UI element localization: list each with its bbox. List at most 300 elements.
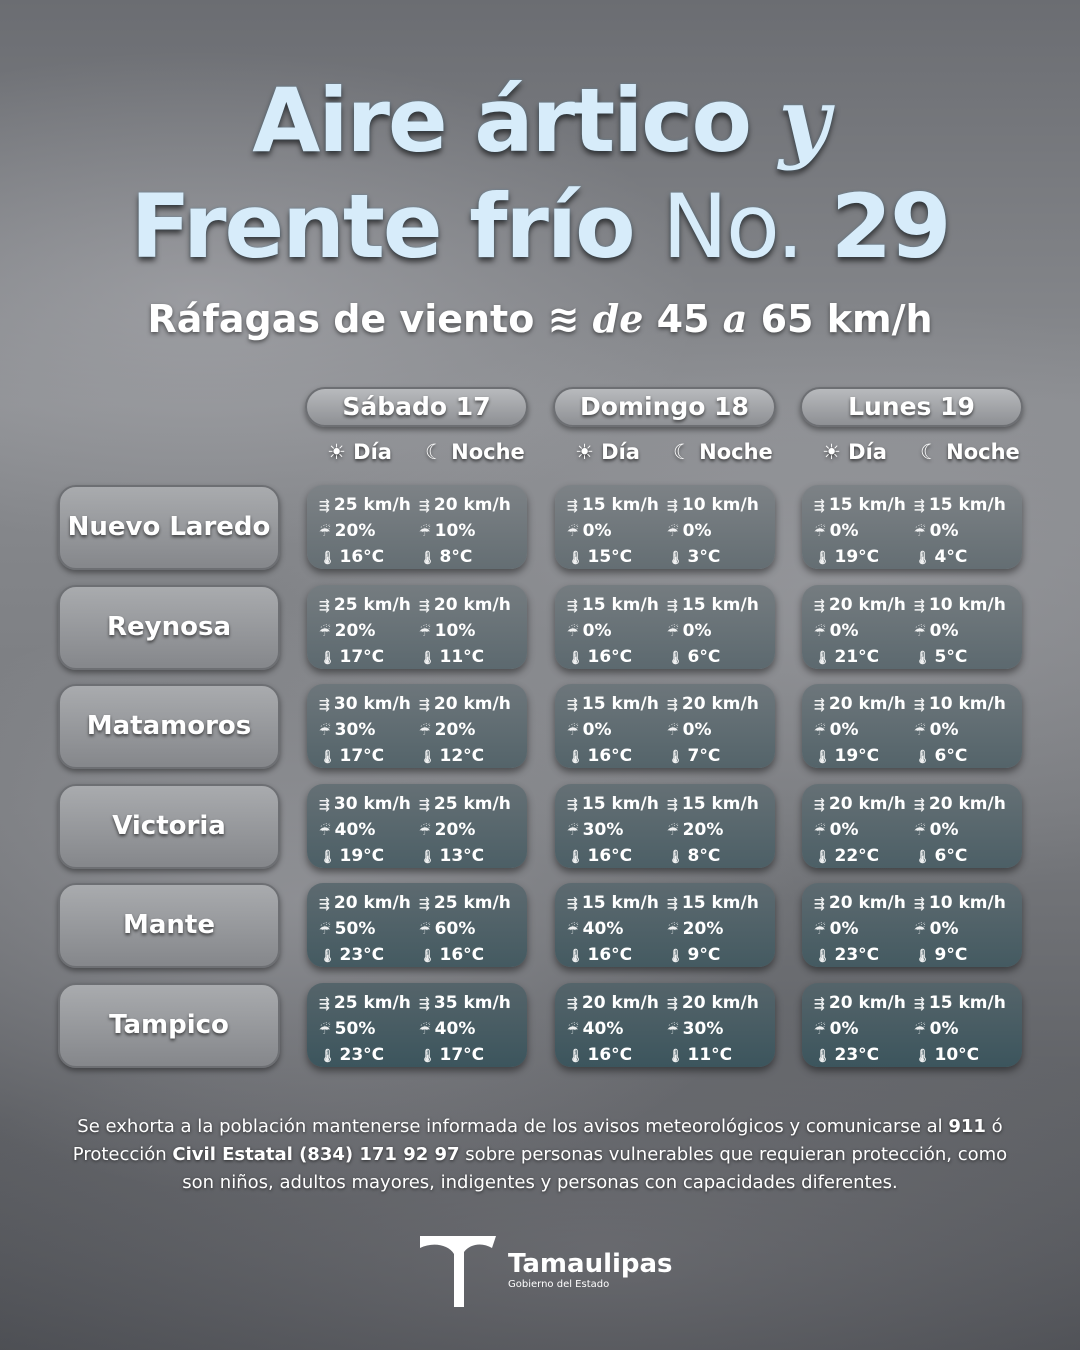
day-forecast [567,692,667,768]
forecast-value: 0% [929,720,959,740]
forecast-value: 0% [582,521,612,541]
forecast-value: 30% [682,1018,724,1039]
forecast-row [419,1017,519,1043]
wind-icon: ⇶ [567,698,578,713]
forecast-row [667,818,767,844]
forecast-row [814,718,914,744]
forecast-value: 9°C [687,945,721,965]
forecast-value: 25 km/h [433,893,511,913]
night-forecast [914,593,1014,669]
thermometer-icon: 🌡 [814,650,831,666]
forecast-row [814,519,914,545]
wind-icon: ⇶ [567,499,578,514]
period-text: Noche [946,440,1020,464]
forecast-value: 3°C [687,547,721,567]
forecast-row [319,844,419,870]
wind-icon: ⇶ [914,996,925,1012]
forecast-value: 16°C [439,945,485,965]
forecast-value: 20 km/h [928,793,1006,814]
night-period-label [920,440,1020,464]
night-forecast [667,593,767,669]
thermometer-icon: 🌡 [667,849,684,865]
wind-icon: ⇶ [914,897,925,912]
forecast-value: 20 km/h [433,495,511,515]
wind-icon: ⇶ [319,698,330,713]
forecast-card [307,684,527,768]
forecast-value: 20 km/h [828,594,906,615]
forecast-row [814,844,914,870]
day-forecast [319,593,419,669]
forecast-value: 20 km/h [433,594,511,615]
forecast-card [555,684,775,768]
forecast-value: 0% [929,521,959,541]
wind-icon: ⇶ [319,996,330,1012]
forecast-value: 9°C [934,945,968,965]
night-forecast [419,593,519,669]
thermometer-icon: 🌡 [567,1048,584,1064]
night-forecast [914,792,1014,868]
forecast-row [319,645,419,671]
rain-cloud-icon: ☔ [419,624,431,640]
forecast-row [914,692,1014,718]
forecast-value: 30% [334,720,376,740]
thermometer-icon: 🌡 [914,650,931,666]
wind-icon: ⇶ [419,897,430,912]
day-header: Lunes 19 [800,387,1023,427]
forecast-row [667,917,767,943]
forecast-value: 20 km/h [828,992,906,1013]
rain-cloud-icon: ☔ [319,1022,331,1038]
thermometer-icon: 🌡 [814,849,831,865]
forecast-row [319,692,419,718]
thermometer-icon: 🌡 [667,949,684,964]
rain-cloud-icon: ☔ [667,923,679,938]
period-text: Día [601,440,640,464]
day-forecast [319,792,419,868]
forecast-value: 0% [929,620,959,641]
forecast-card [802,684,1022,768]
forecast-row [814,545,914,571]
forecast-row [319,545,419,571]
forecast-row [419,619,519,645]
note-emergency-number: 911 [948,1116,986,1137]
forecast-row [667,519,767,545]
forecast-row [914,744,1014,770]
period-text: Noche [699,440,773,464]
forecast-row [667,891,767,917]
tamaulipas-logo [418,1232,673,1307]
forecast-row [814,1043,914,1069]
thermometer-icon: 🌡 [914,1048,931,1064]
title-text: Frente frío [130,175,634,278]
forecast-row [567,619,667,645]
day-forecast [567,792,667,868]
note-text: Se exhorta a la población mantenerse informada de los avisos meteorológicos y comunicarse al [77,1116,949,1137]
thermometer-icon: 🌡 [567,849,584,865]
title-connector: y [778,68,828,172]
forecast-row [667,493,767,519]
forecast-row [419,891,519,917]
forecast-value: 16°C [587,845,633,866]
forecast-row [319,818,419,844]
wind-icon: ⇶ [814,698,825,713]
forecast-row [419,917,519,943]
rain-cloud-icon: ☔ [814,624,826,640]
forecast-row [814,792,914,818]
rain-cloud-icon: ☔ [319,525,331,540]
thermometer-icon: 🌡 [567,551,584,566]
forecast-value: 10°C [934,1044,980,1065]
forecast-value: 20 km/h [333,893,411,913]
forecast-row [419,493,519,519]
day-forecast [814,593,914,669]
forecast-row [567,519,667,545]
moon-icon: ☾ [425,440,444,464]
forecast-value: 0% [929,1018,959,1039]
forecast-value: 30 km/h [333,694,411,714]
forecast-value: 15 km/h [681,893,759,913]
thermometer-icon: 🌡 [419,650,436,666]
day-period-label [822,440,887,464]
sun-icon: ☀ [327,440,346,464]
forecast-value: 6°C [687,646,721,667]
forecast-row [914,619,1014,645]
forecast-value: 15 km/h [581,495,659,515]
forecast-value: 6°C [934,845,968,866]
thermometer-icon: 🌡 [814,949,831,964]
night-forecast [419,991,519,1067]
thermometer-icon: 🌡 [319,650,336,666]
night-forecast [667,792,767,868]
night-forecast [914,692,1014,768]
forecast-value: 0% [829,720,859,740]
rain-cloud-icon: ☔ [814,525,826,540]
wind-icon: ⇶ [814,996,825,1012]
forecast-value: 19°C [339,845,385,866]
forecast-row [419,792,519,818]
forecast-row [814,818,914,844]
forecast-row [914,844,1014,870]
forecast-value: 40% [334,819,376,840]
city-name: Nuevo Laredo [67,512,271,542]
day-forecast [814,692,914,768]
city-name: Matamoros [86,711,252,741]
forecast-row [814,917,914,943]
forecast-value: 10% [434,620,476,641]
city-name: Mante [123,910,215,940]
rain-cloud-icon: ☔ [814,923,826,938]
forecast-row [567,645,667,671]
forecast-value: 20% [682,819,724,840]
forecast-value: 20 km/h [681,694,759,714]
logo-subtitle: Gobierno del Estado [508,1279,610,1290]
day-forecast [567,593,667,669]
forecast-row [667,844,767,870]
rain-cloud-icon: ☔ [814,724,826,739]
forecast-card [307,585,527,669]
forecast-row [814,891,914,917]
forecast-value: 25 km/h [333,992,411,1013]
forecast-row [419,519,519,545]
rain-cloud-icon: ☔ [567,624,579,640]
day-forecast [814,792,914,868]
wind-icon: ⇶ [814,797,825,813]
forecast-value: 20 km/h [581,992,659,1013]
forecast-card [307,784,527,868]
forecast-row [814,744,914,770]
forecast-row [667,1043,767,1069]
forecast-value: 4°C [934,547,968,567]
wind-icon: ⇶ [567,797,578,813]
thermometer-icon: 🌡 [319,849,336,865]
rain-cloud-icon: ☔ [567,823,579,839]
forecast-row [667,792,767,818]
forecast-value: 16°C [587,1044,633,1065]
forecast-value: 30% [582,819,624,840]
forecast-row [814,619,914,645]
forecast-row [914,718,1014,744]
subtitle-from: de [592,296,644,341]
forecast-row [667,1017,767,1043]
thermometer-icon: 🌡 [914,949,931,964]
day-period-label [327,440,392,464]
forecast-value: 15 km/h [581,694,659,714]
forecast-row [814,991,914,1017]
logo-name: Tamaulipas [508,1249,673,1279]
forecast-row [419,645,519,671]
wind-icon: ⇶ [667,698,678,713]
forecast-value: 20 km/h [828,793,906,814]
thermometer-icon: 🌡 [914,849,931,865]
forecast-value: 6°C [934,746,968,766]
night-forecast [667,991,767,1067]
forecast-value: 13°C [439,845,485,866]
thermometer-icon: 🌡 [419,949,436,964]
forecast-value: 17°C [439,1044,485,1065]
thermometer-icon: 🌡 [319,551,336,566]
forecast-row [419,991,519,1017]
sun-icon: ☀ [575,440,594,464]
rain-cloud-icon: ☔ [567,923,579,938]
forecast-row [419,692,519,718]
forecast-row [419,818,519,844]
forecast-row [567,818,667,844]
forecast-value: 20 km/h [828,893,906,913]
forecast-row [567,744,667,770]
forecast-value: 16°C [587,646,633,667]
rain-cloud-icon: ☔ [319,823,331,839]
forecast-value: 10 km/h [928,694,1006,714]
forecast-row [814,493,914,519]
thermometer-icon: 🌡 [814,1048,831,1064]
forecast-value: 15 km/h [828,495,906,515]
forecast-value: 11°C [439,646,485,667]
rain-cloud-icon: ☔ [667,823,679,839]
forecast-value: 23°C [834,1044,880,1065]
forecast-row [567,1017,667,1043]
forecast-row [319,593,419,619]
wind-icon: ⇶ [419,797,430,813]
forecast-value: 5°C [934,646,968,667]
forecast-row [667,744,767,770]
forecast-value: 16°C [587,746,633,766]
rain-cloud-icon: ☔ [814,823,826,839]
night-period-label [425,440,525,464]
forecast-value: 15 km/h [581,793,659,814]
forecast-value: 0% [929,919,959,939]
wind-icon: ⇶ [667,897,678,912]
forecast-row [319,493,419,519]
forecast-value: 8°C [687,845,721,866]
forecast-value: 25 km/h [333,495,411,515]
city-label [58,485,280,570]
subtitle-text: Ráfagas de viento [147,297,535,341]
forecast-card [307,485,527,569]
thermometer-icon: 🌡 [914,750,931,765]
forecast-value: 15 km/h [581,594,659,615]
subtitle [0,296,1080,341]
forecast-row [319,792,419,818]
thermometer-icon: 🌡 [667,551,684,566]
day-forecast [567,891,667,967]
note-text: ó Protección [72,1116,1003,1165]
forecast-row [914,593,1014,619]
forecast-row [419,545,519,571]
forecast-value: 16°C [339,547,385,567]
city-label [58,784,280,869]
forecast-value: 19°C [834,547,880,567]
forecast-value: 25 km/h [433,793,511,814]
forecast-value: 0% [682,521,712,541]
forecast-value: 0% [682,620,712,641]
forecast-row [667,619,767,645]
wind-icon: ≋ [547,297,580,341]
forecast-value: 15°C [587,547,633,567]
city-name: Victoria [112,810,226,841]
night-forecast [419,792,519,868]
forecast-row [667,991,767,1017]
thermometer-icon: 🌡 [319,949,336,964]
forecast-value: 0% [829,620,859,641]
forecast-value: 20% [334,620,376,641]
forecast-row [667,645,767,671]
forecast-value: 15 km/h [681,594,759,615]
forecast-row [319,619,419,645]
forecast-row [914,645,1014,671]
city-name: Tampico [109,1009,229,1040]
thermometer-icon: 🌡 [419,849,436,865]
forecast-row [914,493,1014,519]
forecast-card [555,883,775,967]
wind-icon: ⇶ [667,598,678,614]
rain-cloud-icon: ☔ [419,923,431,938]
forecast-row [814,943,914,969]
wind-icon: ⇶ [319,897,330,912]
forecast-value: 11°C [687,1044,733,1065]
wind-icon: ⇶ [667,797,678,813]
logo-t-icon [418,1232,498,1307]
wind-icon: ⇶ [567,598,578,614]
forecast-row [914,1017,1014,1043]
forecast-row [419,593,519,619]
city-name: Reynosa [107,611,231,642]
wind-icon: ⇶ [419,598,430,614]
city-label [58,883,280,968]
forecast-row [567,493,667,519]
forecast-row [814,645,914,671]
forecast-value: 60% [434,919,476,939]
city-label [58,684,280,769]
forecast-card [802,485,1022,569]
title-text: Aire ártico [252,69,750,172]
period-text: Noche [451,440,525,464]
day-forecast [319,692,419,768]
forecast-value: 23°C [339,945,385,965]
night-forecast [419,493,519,569]
forecast-card [307,983,527,1067]
day-forecast [814,493,914,569]
forecast-card [555,784,775,868]
forecast-row [814,593,914,619]
rain-cloud-icon: ☔ [567,525,579,540]
night-forecast [419,692,519,768]
forecast-value: 20 km/h [681,992,759,1013]
forecast-value: 20% [334,521,376,541]
rain-cloud-icon: ☔ [914,1022,926,1038]
forecast-value: 0% [829,1018,859,1039]
wind-icon: ⇶ [667,499,678,514]
forecast-row [914,943,1014,969]
rain-cloud-icon: ☔ [419,525,431,540]
forecast-row [914,991,1014,1017]
title-no: No. [662,175,803,278]
forecast-row [419,1043,519,1069]
forecast-row [319,991,419,1017]
forecast-value: 40% [582,919,624,939]
rain-cloud-icon: ☔ [914,624,926,640]
forecast-value: 23°C [339,1044,385,1065]
title-number: 29 [830,175,950,278]
forecast-value: 20% [434,819,476,840]
rain-cloud-icon: ☔ [319,724,331,739]
forecast-row [567,844,667,870]
forecast-card [802,883,1022,967]
moon-icon: ☾ [920,440,939,464]
forecast-row [914,545,1014,571]
forecast-value: 10 km/h [928,893,1006,913]
forecast-row [419,844,519,870]
wind-icon: ⇶ [567,897,578,912]
forecast-row [567,692,667,718]
forecast-card [555,585,775,669]
forecast-row [567,1043,667,1069]
wind-icon: ⇶ [567,996,578,1012]
forecast-value: 0% [929,819,959,840]
rain-cloud-icon: ☔ [667,525,679,540]
forecast-value: 40% [582,1018,624,1039]
forecast-row [567,545,667,571]
forecast-value: 16°C [587,945,633,965]
rain-cloud-icon: ☔ [319,923,331,938]
forecast-value: 25 km/h [333,594,411,615]
wind-icon: ⇶ [419,996,430,1012]
rain-cloud-icon: ☔ [419,724,431,739]
period-text: Día [848,440,887,464]
forecast-row [814,692,914,718]
wind-icon: ⇶ [814,598,825,614]
forecast-row [567,718,667,744]
forecast-value: 10 km/h [928,594,1006,615]
